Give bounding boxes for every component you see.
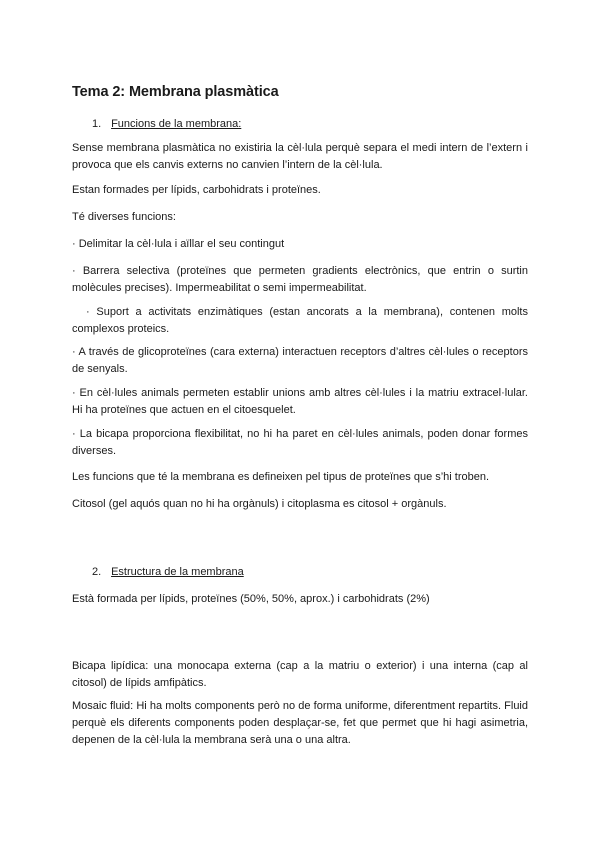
list-item: · A través de glicoproteïnes (cara externa) interactuen receptors d’altres cèl·lules o receptors de senyals. bbox=[72, 346, 528, 375]
section-heading-functions bbox=[92, 118, 241, 130]
list-item: · Barrera selectiva (proteïnes que permeten gradients electrònics, que entrin o surtin molècules precises). Impermeabilitat o semi impermeabilitat. bbox=[72, 265, 528, 294]
list-item: · Suport a activitats enzimàtiques (estan ancorats a la membrana), contenen molts complexos proteics. bbox=[72, 306, 528, 335]
paragraph: Citosol (gel aquós quan no hi ha orgànuls) i citoplasma es citosol + orgànuls. bbox=[72, 498, 447, 510]
paragraph: Bicapa lipídica: una monocapa externa (cap a la matriu o exterior) i una interna (cap al citosol) de lípids amfipàtics. bbox=[72, 660, 528, 689]
paragraph: Les funcions que té la membrana es defineixen pel tipus de proteïnes que s’hi troben. bbox=[72, 471, 490, 483]
list-item: · Delimitar la cèl·lula i aïllar el seu contingut bbox=[72, 238, 285, 250]
section-heading-text: Estructura de la membrana bbox=[111, 566, 244, 578]
section-number: 2. bbox=[92, 566, 102, 578]
section-heading-text: Funcions de la membrana: bbox=[111, 118, 242, 130]
paragraph: Té diverses funcions: bbox=[72, 211, 176, 223]
section-number: 1. bbox=[92, 118, 102, 130]
paragraph: Sense membrana plasmàtica no existiria la cèl·lula perquè separa el medi intern de l’extern i provoca que els canvis externs no canvien l’intern de la cèl·lula. bbox=[72, 142, 528, 171]
list-item: · En cèl·lules animals permeten establir unions amb altres cèl·lules i la matriu extracel·lular. Hi ha proteïnes que actuen en el citoesquelet. bbox=[72, 387, 528, 416]
paragraph: Mosaic fluid: Hi ha molts components però no de forma uniforme, diferentment repartits. Fluid perquè els diferents components poden desplaçar-se, fet que permet que hi hagi asimetria, depenen de la cèl·lula la membrana serà una o una altra. bbox=[72, 700, 528, 746]
page-title: Tema 2: Membrana plasmàtica bbox=[72, 84, 279, 100]
section-heading-structure bbox=[92, 566, 244, 578]
paragraph: Estan formades per lípids, carbohidrats i proteïnes. bbox=[72, 184, 321, 196]
paragraph: Està formada per lípids, proteïnes (50%, 50%, aprox.) i carbohidrats (2%) bbox=[72, 593, 430, 605]
list-item: · La bicapa proporciona flexibilitat, no hi ha paret en cèl·lules animals, poden donar formes diverses. bbox=[72, 428, 528, 457]
